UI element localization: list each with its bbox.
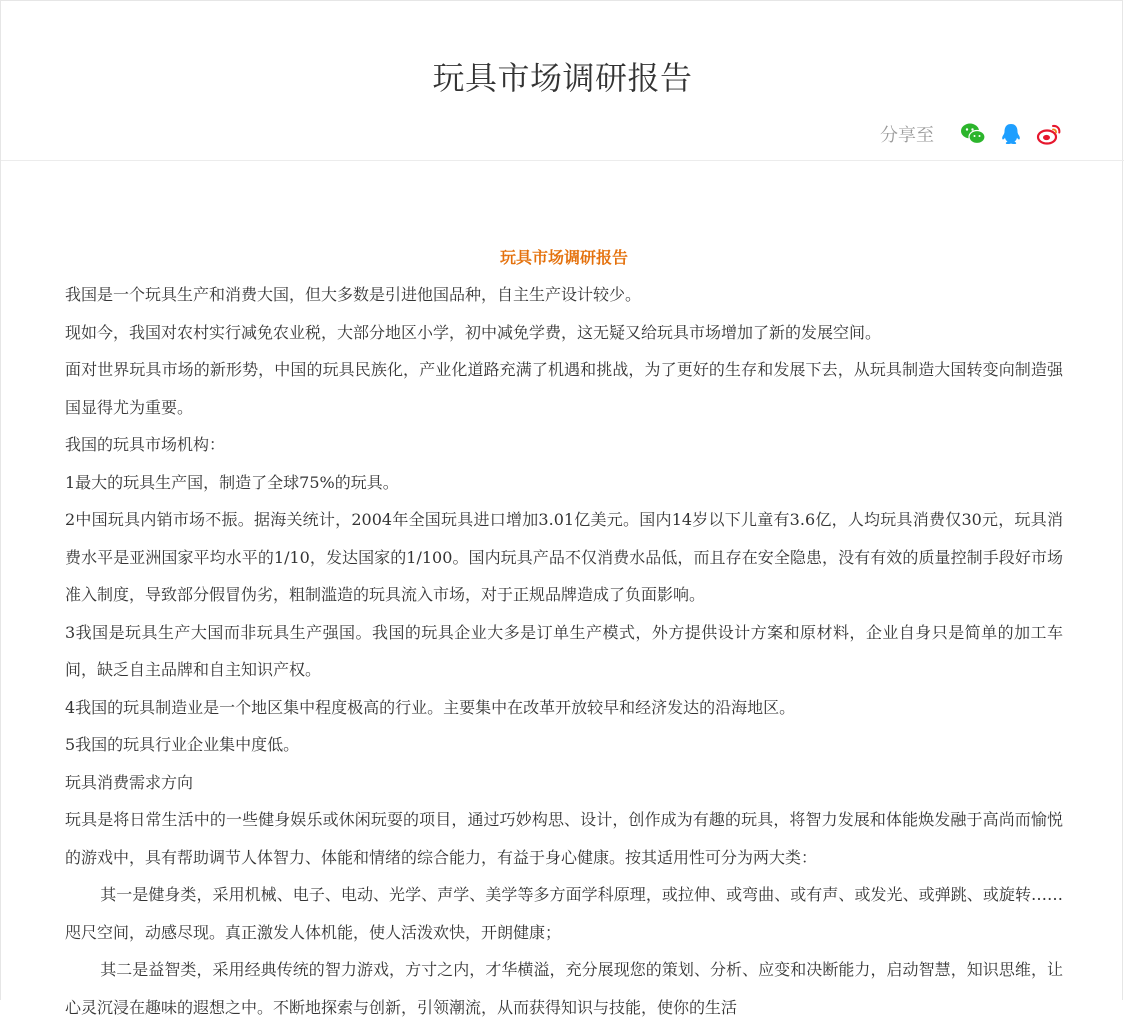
weibo-icon[interactable] xyxy=(1036,121,1062,147)
paragraph: 现如今，我国对农村实行减免农业税，大部分地区小学，初中减免学费，这无疑又给玩具市场增加了新的发展空间。 xyxy=(65,322,882,342)
paragraph: 2中国玩具内销市场不振。据海关统计，2004年全国玩具进口增加3.01亿美元。国内14岁以下儿童有3.6亿，人均玩具消费仅30元，玩具消费水平是亚洲国家平均水平的1/10，发达国家的1/100。国内玩具产品不仅消费水品低，而且存在安全隐患，没有有效的质量控制手段好市场准入制度，导致部分假冒伪劣，粗制滥造的玩具流入市场，对于正规品牌造成了负面影响。 xyxy=(65,510,1063,604)
page-header xyxy=(1,1,1124,161)
paragraph: 4我国的玩具制造业是一个地区集中程度极高的行业。主要集中在改革开放较早和经济发达的沿海地区。 xyxy=(65,697,796,717)
wechat-icon[interactable] xyxy=(960,121,986,147)
share-bar xyxy=(880,121,1062,147)
share-label: 分享至 xyxy=(880,125,934,146)
paragraph: 我国是一个玩具生产和消费大国，但大多数是引进他国品种，自主生产设计较少。 xyxy=(65,285,642,304)
paragraph: 3我国是玩具生产大国而非玩具生产强国。我国的玩具企业大多是订单生产模式，外方提供设计方案和原材料，企业自身只是简单的加工车间，缺乏自主品牌和自主知识产权。 xyxy=(65,622,1063,679)
paragraph: 我国的玩具市场机构： xyxy=(65,435,226,454)
paragraph: 5我国的玩具行业企业集中度低。 xyxy=(65,735,300,754)
section-heading: 玩具消费需求方向 xyxy=(65,772,194,792)
qq-icon[interactable] xyxy=(998,121,1024,147)
article-body xyxy=(65,239,1063,1026)
page-title: 玩具市场调研报告 xyxy=(432,59,693,97)
article-title: 玩具市场调研报告 xyxy=(499,248,628,267)
paragraph: 面对世界玩具市场的新形势，中国的玩具民族化，产业化道路充满了机遇和挑战，为了更好的生存和发展下去，从玩具制造大国转变向制造强国显得尤为重要。 xyxy=(65,360,1063,417)
paragraph: 其一是健身类，采用机械、电子、电动、光学、声学、美学等多方面学科原理，或拉伸、或弯曲、或有声、或发光、或弹跳、或旋转……咫尺空间，动感尽现。真正激发人体机能，使人活泼欢快，开朗健康； xyxy=(65,885,1063,942)
paragraph: 玩具是将日常生活中的一些健身娱乐或休闲玩耍的项目，通过巧妙构思、设计，创作成为有趣的玩具，将智力发展和体能焕发融于高尚而愉悦的游戏中，具有帮助调节人体智力、体能和情绪的综合能力，有益于身心健康。按其适用性可分为两大类： xyxy=(65,810,1063,867)
paragraph: 1最大的玩具生产国，制造了全球75%的玩具。 xyxy=(65,472,399,492)
paragraph: 其二是益智类，采用经典传统的智力游戏，方寸之内，才华横溢，充分展现您的策划、分析、应变和决断能力，启动智慧，知识思维，让心灵沉浸在趣味的遐想之中。不断地探索与创新，引领潮流，从而获得知识与技能，使你的生活 xyxy=(65,960,1063,1017)
